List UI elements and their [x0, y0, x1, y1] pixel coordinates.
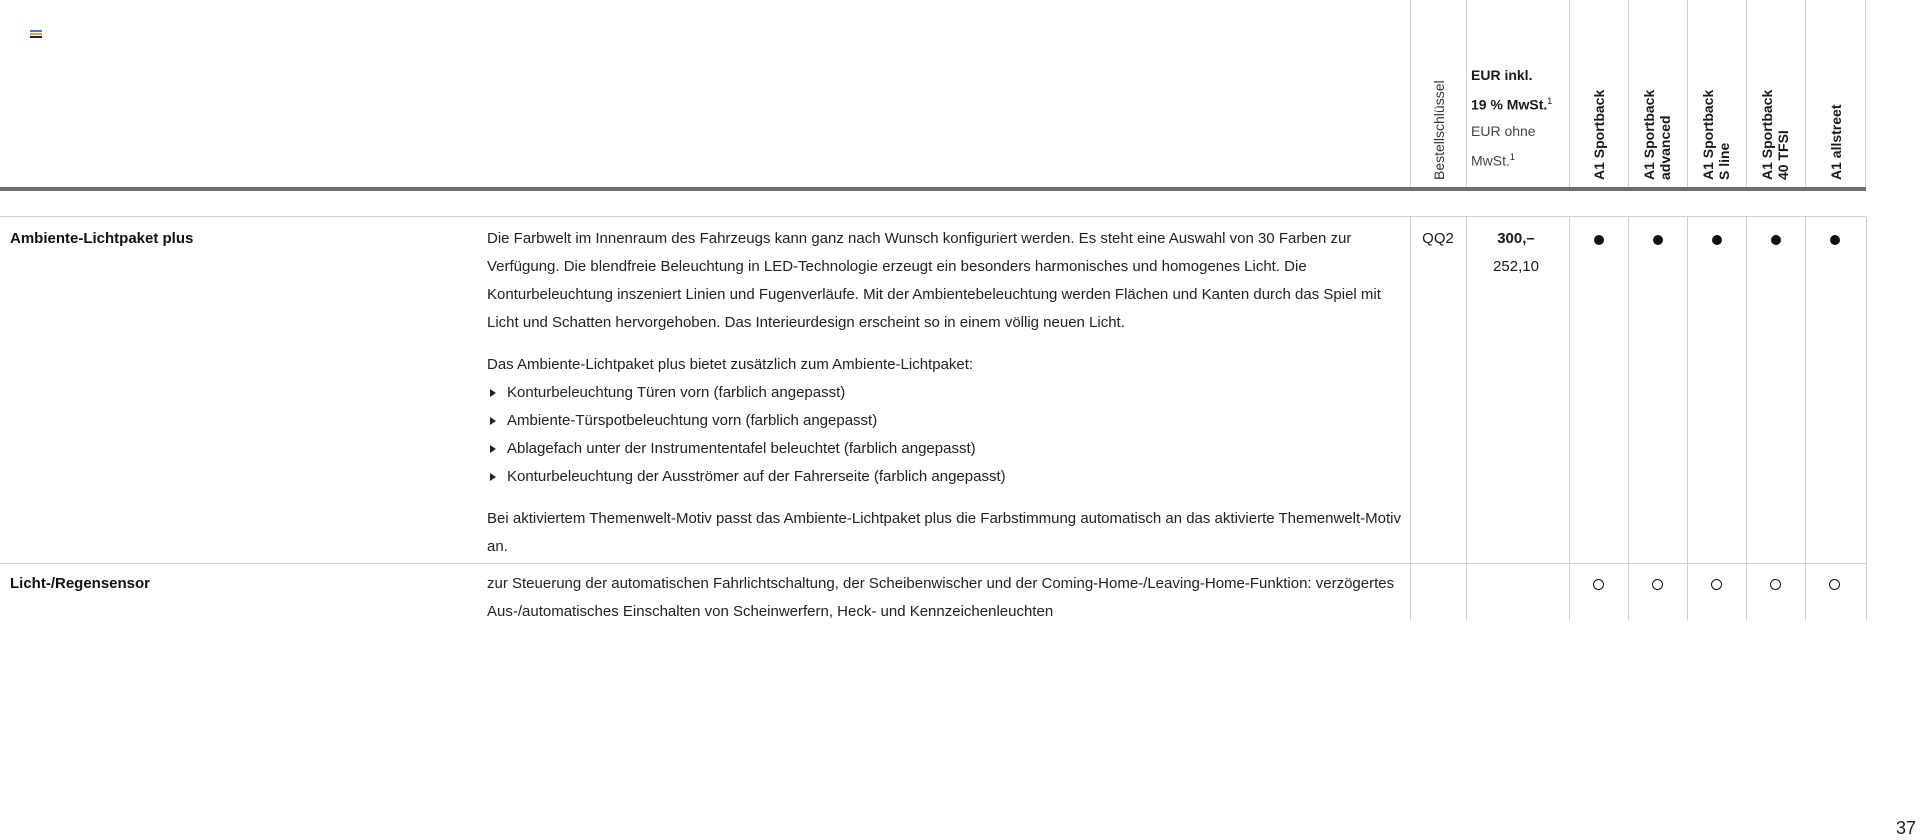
grid-line [1410, 217, 1411, 620]
feature-name-light-rain-sensor: Licht-/Regensensor [10, 575, 151, 592]
footnote-ref: 1 [1547, 96, 1553, 106]
header-code-label: Bestellschlüssel [1430, 80, 1447, 180]
header-price-incl-1: EUR inkl. [1471, 67, 1533, 83]
availability-ring-icon [1569, 577, 1628, 594]
description-paragraph: Die Farbwelt im Innenraum des Fahrzeugs kann ganz nach Wunsch konfiguriert werden. Es steht eine Auswahl von 30 Farben zur Verfügung. Die blendfreie Beleuchtung in LED-Technologie erzeugt ein besonders harmonisches und homogenes Licht. Die Konturbeleuchtung inszeniert Linien und Fugenverläufe. Mit der Ambientebeleuchtung werden Flächen und Kanten durch das Spiel mit Licht und Schatten hervorgehoben. Das Interieurdesign erscheint so in einem völlig neuen Licht. [487, 230, 1381, 331]
header-model-5 [1805, 0, 1866, 190]
list-item: Ablagefach unter der Instrumententafel beleuchtet (farblich angepasst) [487, 435, 1402, 463]
availability-dot-icon [1805, 232, 1864, 249]
model-1-label: A1 Sportback [1591, 89, 1607, 180]
order-code: QQ2 [1422, 230, 1454, 247]
description-paragraph: Bei aktiviertem Themenwelt-Motiv passt das Ambiente-Lichtpaket plus die Farbstimmung automatisch an das aktivierte Themenwelt-Motiv an. [487, 510, 1402, 555]
feature-description-light-rain-sensor [487, 570, 1402, 640]
description-paragraph: Das Ambiente-Lichtpaket plus bietet zusätzlich zum Ambiente-Lichtpaket: [487, 356, 974, 373]
header-price-incl-2: 19 % MwSt. [1471, 96, 1548, 113]
availability-dot-icon [1687, 232, 1746, 249]
grid-line [1687, 217, 1688, 620]
model-2-label: A1 Sportback [1641, 89, 1657, 180]
model-3-label: A1 Sportback [1700, 89, 1716, 180]
availability-ring-icon [1628, 577, 1687, 594]
model-5-label: A1 allstreet [1827, 104, 1844, 180]
price-cell [1466, 225, 1566, 281]
list-item: Konturbeleuchtung Türen vorn (farblich angepasst) [487, 379, 1402, 407]
grid-line [1569, 217, 1570, 620]
availability-dot-icon [1569, 232, 1628, 249]
model-2-sublabel: advanced [1657, 115, 1673, 180]
table-top-rule [0, 216, 1866, 217]
row-separator [0, 563, 1866, 564]
feature-description-ambient-light [487, 225, 1402, 575]
availability-ring-icon [1805, 577, 1864, 594]
header-model-1 [1569, 0, 1628, 190]
header-price-excl-2: MwSt. [1471, 152, 1510, 169]
price-incl-vat: 300,– [1497, 230, 1535, 247]
flag-icon [30, 30, 42, 40]
header-model-4 [1746, 0, 1805, 190]
page-number: 37 [1896, 818, 1917, 838]
footnote-ref: 1 [1509, 151, 1515, 162]
model-3-sublabel: S line [1716, 142, 1732, 180]
header-code-column [1410, 0, 1466, 190]
grid-line [1628, 217, 1629, 620]
list-item: Konturbeleuchtung der Ausströmer auf der Fahrerseite (farblich angepasst) [487, 463, 1402, 491]
header-rule [0, 187, 1866, 191]
list-item: Ambiente-Türspotbeleuchtung vorn (farblich angepasst) [487, 407, 1402, 435]
header-model-2 [1628, 0, 1687, 190]
availability-dot-icon [1746, 232, 1805, 249]
grid-line [1805, 217, 1806, 620]
availability-ring-icon [1687, 577, 1746, 594]
feature-name-ambient-light: Ambiente-Lichtpaket plus [10, 230, 194, 247]
description-paragraph: zur Steuerung der automatischen Fahrlichtschaltung, der Scheibenwischer und der Coming-Home-/Leaving-Home-Funktion: verzögertes Aus-/automatisches Einschalten von Scheinwerfern, Heck- und Kennzeichenleuchten [487, 575, 1395, 620]
header-price-column [1466, 0, 1569, 190]
model-4-label: A1 Sportback [1759, 89, 1775, 180]
header-price-excl-1: EUR ohne [1471, 122, 1536, 139]
grid-line [1866, 217, 1867, 620]
price-excl-vat: 252,10 [1493, 258, 1539, 275]
availability-dot-icon [1628, 232, 1687, 249]
header-model-3 [1687, 0, 1746, 190]
model-4-sublabel: 40 TFSI [1775, 130, 1791, 180]
availability-ring-icon [1746, 577, 1805, 594]
feature-bullet-list [487, 379, 1402, 491]
grid-line [1746, 217, 1747, 620]
